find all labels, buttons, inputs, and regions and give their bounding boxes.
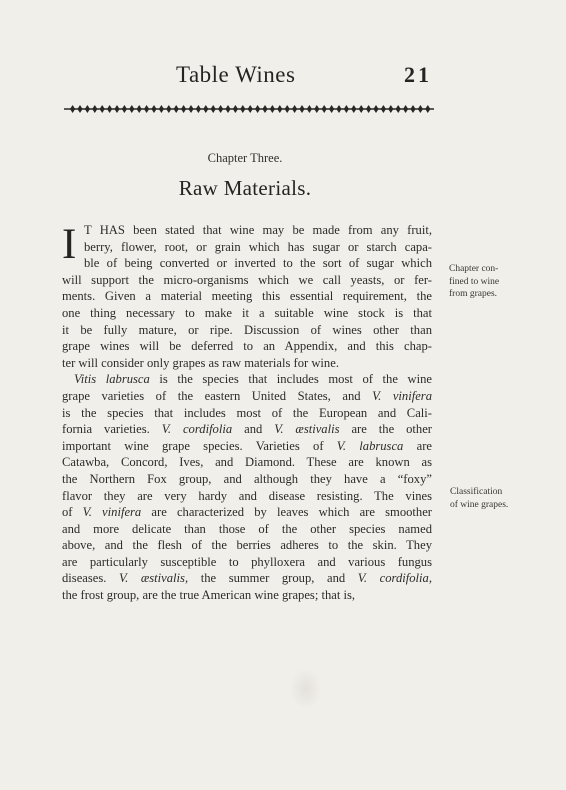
text-span: the Northern Fox group, and although they have a “foxy” [62, 471, 432, 486]
ornament-mark [85, 105, 90, 113]
margin-note-chapter-scope [449, 263, 499, 301]
text-span: grape wines will be deferred to an Appendix, and this chap- [62, 339, 432, 354]
text-span: grape varieties of the eastern United States, and [62, 388, 373, 403]
ornament-mark [314, 105, 319, 113]
text-line [62, 488, 432, 505]
ornament-mark [292, 105, 297, 113]
ornament-mark [240, 105, 245, 113]
text-span: are [403, 438, 432, 453]
ornament-mark [92, 105, 97, 113]
text-span: flavor they are very hardy and disease resisting. The vines [62, 488, 432, 503]
text-line [62, 239, 432, 256]
text-span: Catawba, Concord, Ives, and Diamond. These are known as [62, 455, 432, 470]
ornament-mark [100, 105, 105, 113]
text-span: it be fully mature, or ripe. Discussion of wines other than [62, 322, 432, 337]
ornament-mark [373, 105, 378, 113]
italic-span: V. labrusca [336, 438, 404, 453]
text-span: ter will consider only grapes as raw materials for wine. [62, 355, 339, 370]
margin-note-line: from grapes. [449, 289, 498, 299]
text-line [62, 554, 432, 571]
ornament-mark [418, 105, 423, 113]
text-span: important wine grape species. Varieties of [62, 438, 337, 453]
text-span: are the other [339, 422, 432, 437]
ornament-mark [137, 105, 142, 113]
text-span: and more delicate than those of the other species named [62, 521, 432, 536]
ornament-mark [285, 105, 290, 113]
ornament-mark [403, 105, 408, 113]
text-line [62, 504, 432, 521]
text-span: T HAS been stated that wine may be made from any fruit, [84, 223, 432, 237]
chapter-title: Raw Materials. [178, 176, 312, 200]
ornament-mark [270, 105, 275, 113]
margin-note-line: of wine grapes. [450, 499, 509, 510]
ornament-mark [233, 105, 238, 113]
page-number: 21 [404, 62, 432, 87]
text-span: one thing necessary to make it a suitable wine stock is that [62, 305, 432, 320]
ornamental-rule [64, 102, 434, 116]
text-span: are particularly susceptible to phylloxera and various fungus [62, 554, 432, 569]
text-line [62, 272, 432, 289]
ornament-mark [425, 105, 430, 113]
text-line [62, 322, 432, 339]
ornament-mark [218, 105, 223, 113]
italic-span: V. vinifera [372, 388, 432, 403]
text-line [62, 388, 432, 405]
italic-span: V. cordifolia [161, 422, 233, 437]
ornament-mark [381, 105, 386, 113]
text-line [62, 338, 432, 355]
text-line [62, 537, 432, 554]
margin-note-classification [450, 486, 508, 511]
paper-smudge [290, 668, 322, 710]
margin-note-line: fined to wine [449, 276, 500, 287]
text-line [62, 454, 432, 471]
ornament-mark [174, 105, 179, 113]
italic-span: V. vinifera [82, 505, 142, 520]
text-span: the summer group, and [188, 571, 358, 586]
italic-span: V. cordifolia, [357, 571, 432, 586]
ornament-mark [299, 105, 304, 113]
ornament-mark [211, 105, 216, 113]
ornament-mark [344, 105, 349, 113]
text-span: berry, flower, root, or grain which has sugar or starch capa- [84, 239, 432, 254]
ornament-mark [248, 105, 253, 113]
text-span: will support the micro-organisms which we call yeasts, or fer- [62, 272, 432, 287]
text-line [62, 570, 432, 587]
ornament-mark [188, 105, 193, 113]
ornament-mark [129, 105, 134, 113]
text-line [62, 355, 432, 372]
text-span: is the species that includes most of the wine [149, 372, 432, 387]
ornament-mark [329, 105, 334, 113]
text-line [62, 521, 432, 538]
ornament-mark [107, 105, 112, 113]
ornament-mark [262, 105, 267, 113]
ornament-mark [196, 105, 201, 113]
ornament-mark [388, 105, 393, 113]
text-line [62, 405, 432, 422]
text-span: and [232, 422, 275, 437]
ornament-mark [77, 105, 82, 113]
text-span: diseases. [62, 571, 120, 586]
text-line [62, 222, 432, 239]
ornament-mark [277, 105, 282, 113]
chapter-label: Chapter Three. [207, 151, 283, 165]
ornament-mark [144, 105, 149, 113]
text-span: ments. Given a material meeting this essential requirement, the [62, 289, 432, 304]
margin-note-line: Chapter con- [449, 264, 499, 274]
text-line [62, 305, 432, 322]
ornament-mark [203, 105, 208, 113]
text-line [62, 587, 432, 604]
text-line [62, 438, 432, 455]
margin-note-line: Classification [450, 487, 503, 497]
text-span: the frost group, are the true American wine grapes; that is, [62, 588, 356, 603]
text-line [62, 371, 432, 388]
text-span: of [62, 505, 83, 520]
text-line [62, 471, 432, 488]
body-text [62, 222, 432, 604]
ornament-mark [396, 105, 401, 113]
ornament-mark [225, 105, 230, 113]
ornament-mark [322, 105, 327, 113]
ornament-mark [181, 105, 186, 113]
ornament-mark [159, 105, 164, 113]
ornament-mark [151, 105, 156, 113]
ornament-mark [359, 105, 364, 113]
ornament-mark [336, 105, 341, 113]
ornament-mark [351, 105, 356, 113]
running-head-title: Table Wines [176, 62, 296, 87]
ornament-mark [255, 105, 260, 113]
italic-span: V. æstivalis, [119, 571, 189, 586]
text-span: is the species that includes most of the European and Cali- [62, 405, 432, 420]
ornament-mark [70, 105, 75, 113]
text-line [62, 255, 432, 272]
text-span: ble of being converted or inverted to the sort of sugar which [84, 256, 432, 271]
text-line [62, 288, 432, 305]
text-span: above, and the flesh of the berries adheres to the skin. They [62, 538, 432, 553]
italic-span: Vitis labrusca [74, 372, 150, 387]
ornament-mark [114, 105, 119, 113]
ornament-mark [410, 105, 415, 113]
text-line [62, 421, 432, 438]
text-span: are characterized by leaves which are smoother [141, 505, 432, 520]
ornament-mark [122, 105, 127, 113]
ornament-mark [366, 105, 371, 113]
ornament-mark [307, 105, 312, 113]
ornament-mark [166, 105, 171, 113]
text-span: fornia varieties. [62, 422, 162, 437]
drop-cap: I [62, 221, 77, 268]
italic-span: V. æstivalis [274, 422, 340, 437]
